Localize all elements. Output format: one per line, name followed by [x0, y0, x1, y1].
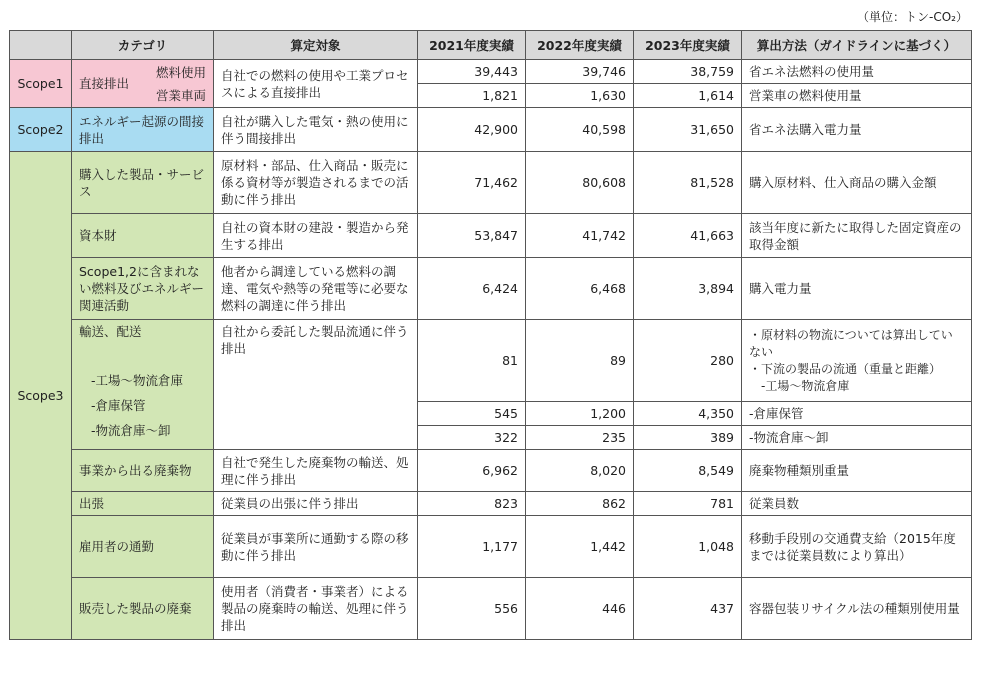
header-method: 算出方法（ガイドラインに基づく） [742, 31, 972, 60]
cell-value: 8,020 [526, 450, 634, 492]
table-row [10, 258, 972, 320]
cell-value: 1,821 [418, 84, 526, 108]
scope3-category: 販売した製品の廃棄 [72, 578, 214, 640]
cell-value: 71,462 [418, 152, 526, 214]
emissions-table [9, 30, 972, 640]
cell-value: 41,742 [526, 214, 634, 258]
scope2-target: 自社が購入した電気・熱の使用に伴う間接排出 [214, 108, 418, 152]
cell-value: 781 [634, 492, 742, 516]
cell-value: 39,443 [418, 60, 526, 84]
cell-value: 6,468 [526, 258, 634, 320]
category-text: 直接排出 [79, 76, 130, 91]
cell-value: 31,650 [634, 108, 742, 152]
table-row [10, 320, 972, 402]
cell-value: 53,847 [418, 214, 526, 258]
cell-method: 容器包装リサイクル法の種類別使用量 [742, 578, 972, 640]
cell-value: 8,549 [634, 450, 742, 492]
scope3-category: Scope1,2に含まれない燃料及びエネルギー関連活動 [72, 258, 214, 320]
cell-value: 38,759 [634, 60, 742, 84]
transport-target: 自社から委託した製品流通に伴う排出 [214, 320, 418, 450]
cell-method: 省エネ法燃料の使用量 [742, 60, 972, 84]
cell-value: 1,200 [526, 402, 634, 426]
cell-value: 6,962 [418, 450, 526, 492]
header-category: カテゴリ [72, 31, 214, 60]
cell-value: 41,663 [634, 214, 742, 258]
scope3-category: 購入した製品・サービス [72, 152, 214, 214]
scope3-category: 雇用者の通勤 [72, 516, 214, 578]
scope2-category: エネルギー起源の間接排出 [72, 108, 214, 152]
header-target: 算定対象 [214, 31, 418, 60]
table-row [10, 492, 972, 516]
scope3-target: 従業員が事業所に通勤する際の移動に伴う排出 [214, 516, 418, 578]
unit-label: （単位：トン-CO₂） [857, 10, 968, 24]
table-row [10, 152, 972, 214]
cell-value: 42,900 [418, 108, 526, 152]
method-line: ・下流の製品の流通（重量と距離） [749, 361, 942, 376]
cell-method: 移動手段別の交通費支給（2015年度までは従業員数により算出） [742, 516, 972, 578]
cell-value: 1,177 [418, 516, 526, 578]
scope3-label: Scope3 [10, 152, 72, 640]
table-row [10, 578, 972, 640]
table-row [10, 516, 972, 578]
cell-method: 購入電力量 [742, 258, 972, 320]
cell-value: 39,746 [526, 60, 634, 84]
scope1-label: Scope1 [10, 60, 72, 108]
cell-method: 省エネ法購入電力量 [742, 108, 972, 152]
header-row [10, 31, 972, 60]
cell-value: 862 [526, 492, 634, 516]
scope3-target: 自社の資本財の建設・製造から発生する排出 [214, 214, 418, 258]
scope3-category: 資本財 [72, 214, 214, 258]
cell-value: 89 [526, 320, 634, 402]
method-line: -工場～物流倉庫 [761, 378, 850, 393]
cell-value: 1,630 [526, 84, 634, 108]
cell-value: 322 [418, 426, 526, 450]
cell-method: 該当年度に新たに取得した固定資産の取得金額 [742, 214, 972, 258]
cell-method: -物流倉庫～卸 [742, 426, 972, 450]
cell-value: 446 [526, 578, 634, 640]
transport-sub-wholesale: -物流倉庫～卸 [91, 423, 171, 438]
scope3-category: 出張 [72, 492, 214, 516]
cell-value: 80,608 [526, 152, 634, 214]
cell-value: 235 [526, 426, 634, 450]
cell-value: 545 [418, 402, 526, 426]
header-scope [10, 31, 72, 60]
scope3-target: 従業員の出張に伴う排出 [214, 492, 418, 516]
cell-value: 3,894 [634, 258, 742, 320]
cell-value: 1,614 [634, 84, 742, 108]
cell-method [742, 320, 972, 402]
cell-value: 556 [418, 578, 526, 640]
transport-title: 輸送、配送 [79, 324, 142, 339]
cell-method: 廃棄物種類別重量 [742, 450, 972, 492]
header-2022: 2022年度実績 [526, 31, 634, 60]
table-row [10, 214, 972, 258]
header-2021: 2021年度実績 [418, 31, 526, 60]
scope3-category: 事業から出る廃棄物 [72, 450, 214, 492]
transport-sub-storage: -倉庫保管 [91, 398, 146, 413]
table-row [10, 108, 972, 152]
scope1-target: 自社での燃料の使用や工業プロセスによる直接排出 [214, 60, 418, 108]
scope3-target: 使用者（消費者・事業者）による製品の廃棄時の輸送、処理に伴う排出 [214, 578, 418, 640]
cell-value: 81,528 [634, 152, 742, 214]
cell-method: 従業員数 [742, 492, 972, 516]
cell-value: 389 [634, 426, 742, 450]
method-line: ・原材料の物流については算出していない [749, 327, 953, 359]
table-row [10, 60, 972, 84]
cell-value: 437 [634, 578, 742, 640]
header-2023: 2023年度実績 [634, 31, 742, 60]
scope3-target: 自社で発生した廃棄物の輸送、処理に伴う排出 [214, 450, 418, 492]
cell-method: 営業車の燃料使用量 [742, 84, 972, 108]
cell-method: 購入原材料、仕入商品の購入金額 [742, 152, 972, 214]
cell-value: 1,048 [634, 516, 742, 578]
transport-category [72, 320, 214, 450]
table-row [10, 450, 972, 492]
cell-value: 823 [418, 492, 526, 516]
cell-value: 6,424 [418, 258, 526, 320]
cell-value: 81 [418, 320, 526, 402]
cell-value: 4,350 [634, 402, 742, 426]
scope3-target: 原材料・部品、仕入商品・販売に係る資材等が製造されるまでの活動に伴う排出 [214, 152, 418, 214]
cell-method: -倉庫保管 [742, 402, 972, 426]
transport-sub-factory: -工場～物流倉庫 [91, 373, 184, 388]
scope1-category [72, 60, 214, 108]
cell-value: 1,442 [526, 516, 634, 578]
scope3-target: 他者から調達している燃料の調達、電気や熱等の発電等に必要な燃料の調達に伴う排出 [214, 258, 418, 320]
sub-fuel: 燃料使用 [155, 64, 206, 80]
scope2-label: Scope2 [10, 108, 72, 152]
sub-vehicle: 営業車両 [155, 87, 206, 103]
cell-value: 280 [634, 320, 742, 402]
cell-value: 40,598 [526, 108, 634, 152]
